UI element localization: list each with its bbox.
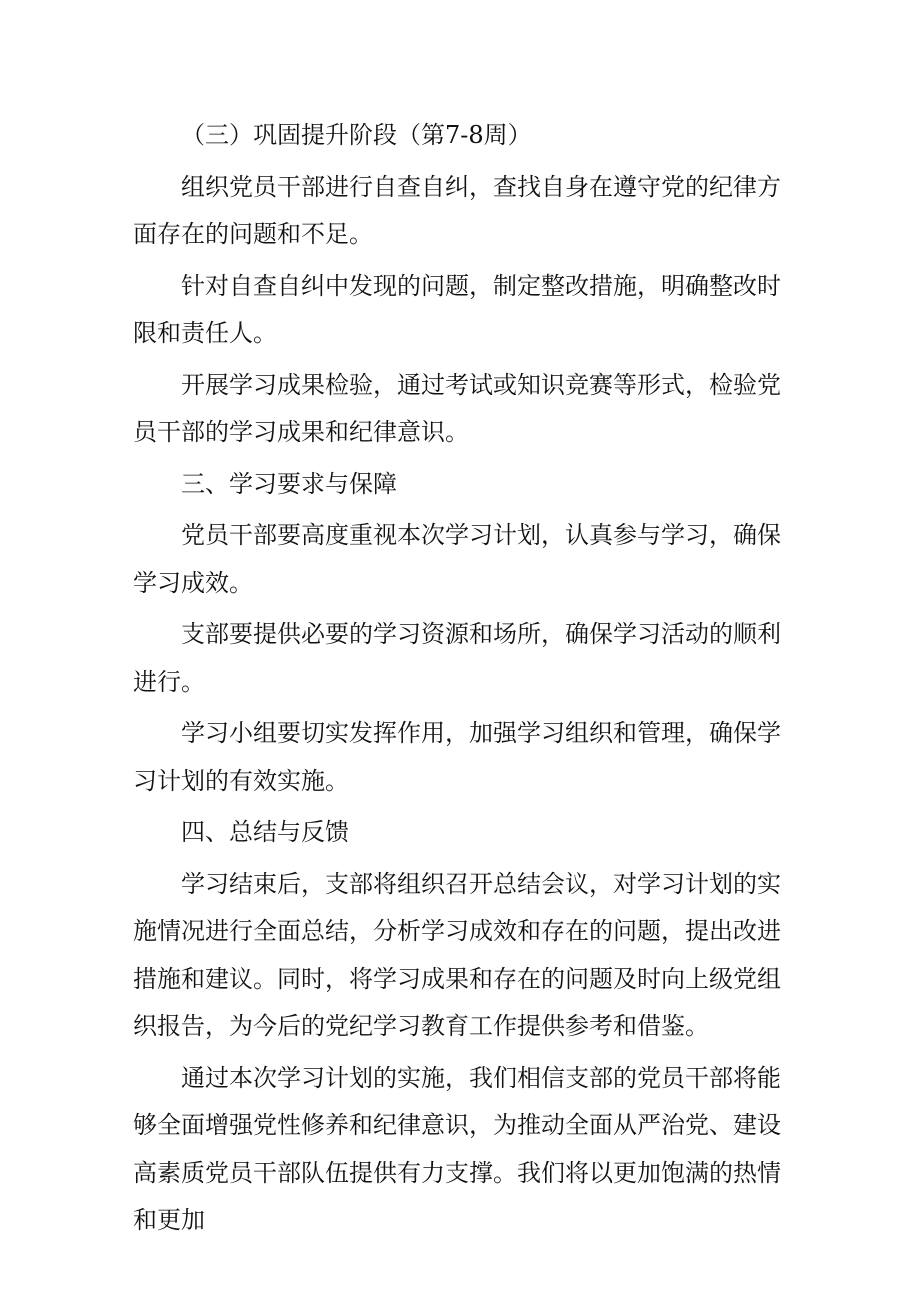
paragraph-conclusion: 通过本次学习计划的实施，我们相信支部的党员干部将能够全面增强党性修养和纪律意识，为推动全面从严治党、建设高素质党员干部队伍提供有力支撑。我们将以更加饱满的热情和更加 (133, 1063, 781, 1234)
paragraph-summary-meeting: 学习结束后，支部将组织召开总结会议，对学习计划的实施情况进行全面总结，分析学习成效和存在的问题，提出改进措施和建议。同时，将学习成果和存在的问题及时向上级党组织报告，为今后的党纪学习教育工作提供参考和借鉴。 (133, 869, 781, 1040)
document-body (133, 112, 781, 1249)
section-heading-summary: 四、总结与反馈 (181, 818, 349, 846)
paragraph-self-check: 组织党员干部进行自查自纠，查找自身在遵守党的纪律方面存在的问题和不足。 (133, 172, 781, 248)
section-subheading-consolidation: （三）巩固提升阶段（第7-8周） (181, 121, 532, 149)
paragraph-requirement-cadres: 党员干部要高度重视本次学习计划，认真参与学习，确保学习成效。 (133, 521, 781, 597)
paragraph-rectification: 针对自查自纠中发现的问题，制定整改措施，明确整改时限和责任人。 (133, 271, 781, 347)
section-heading-requirements: 三、学习要求与保障 (181, 469, 397, 498)
paragraph-requirement-groups: 学习小组要切实发挥作用，加强学习组织和管理，确保学习计划的有效实施。 (133, 719, 781, 795)
paragraph-learning-assessment: 开展学习成果检验，通过考试或知识竞赛等形式，检验党员干部的学习成果和纪律意识。 (133, 370, 781, 446)
paragraph-requirement-branch: 支部要提供必要的学习资源和场所，确保学习活动的顺利进行。 (133, 620, 781, 696)
